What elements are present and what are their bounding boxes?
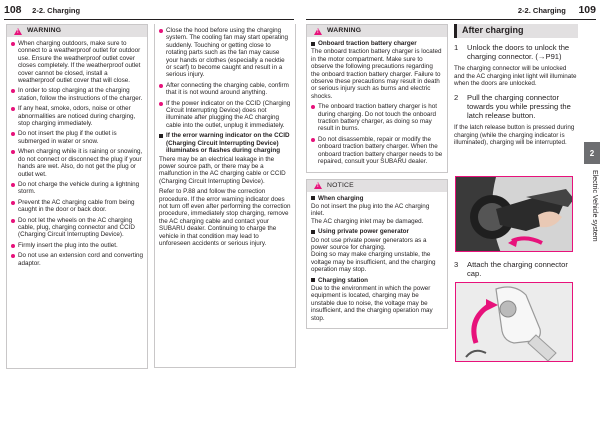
col1-bullet: When charging while it is raining or snowing, do not connect or disconnect the plug if your hands are wet. Also, do not get the plug or outlet wet.	[11, 148, 143, 178]
step-number: 1	[454, 43, 459, 52]
right-header-rule	[306, 19, 596, 20]
notice-para: Do not use private power generators as a power source for charging.	[311, 236, 427, 251]
step-text: Unlock the doors to unlock the charging connector. (→P91)	[467, 43, 570, 62]
after-charging-title: After charging	[454, 24, 578, 38]
col1-bullet: Prevent the AC charging cable from being caught in the door or back door.	[11, 199, 143, 214]
col1-bullet: When charging outdoors, make sure to connect to a weatherproof outlet for outdoor use. Ensure the weatherproof outlet cover closes completely. If the weatherproof outlet cover cannot be closed, install a weatherproof outlet cover that will close.	[11, 40, 143, 84]
notice-heading-when-charging: When charging	[311, 195, 443, 202]
step1-note: The charging connector will be unlocked and the AC charging inlet light will illuminate when the doors are unlocked.	[454, 65, 577, 88]
chapter-tab-label: Electric Vehicle system	[591, 170, 598, 242]
step-2	[454, 93, 578, 121]
col3-warning-box	[306, 24, 448, 173]
right-page-header	[518, 4, 596, 20]
warning-triangle-icon	[14, 28, 22, 35]
notice-triangle-icon	[314, 182, 322, 189]
col3-warning-header	[307, 25, 447, 37]
col1-bullet: In order to stop charging at the charging station, follow the instructions of the charger.	[11, 87, 143, 102]
col3-notice-title: NOTICE	[327, 181, 354, 189]
right-page-number: 109	[578, 4, 596, 16]
col1-bullet: Do not insert the plug if the outlet is submerged in water or snow.	[11, 130, 143, 145]
col3-warning-title: WARNING	[327, 27, 362, 35]
notice-para: Due to the environment in which the power equipment is located, charging may be unstable due to noise, the voltage may be insufficient, and the charging operation may stop.	[311, 284, 433, 322]
col3-notice-header	[307, 180, 447, 192]
col1-bullet: Do not charge the vehicle during a lightning storm.	[11, 181, 143, 196]
col3-notice-box	[306, 179, 448, 330]
step-1	[454, 43, 578, 61]
connector-cap-photo	[455, 282, 573, 362]
step2-note: If the latch release button is pressed during charging (while the charging indicator is illuminated), charging will be interrupted.	[454, 124, 575, 147]
col1-bullet: If any heat, smoke, odors, noise or other abnormalities are noticed during charging, stop charging immediately.	[11, 105, 143, 127]
col2-bullet: Close the hood before using the charging system. The cooling fan may start operating suddenly. Touching or getting close to rotating parts such as the fan may cause your hands or clothes (especially a necktie or scarf) to become caught and result in a serious injury.	[159, 27, 291, 79]
step-text: Pull the charging connector towards you while pressing the latch release button.	[467, 92, 571, 121]
step-text: Attach the charging connector cap.	[467, 260, 568, 279]
unplug-connector-photo	[455, 176, 573, 252]
col2-error-para: There may be an electrical leakage in the power source path, or there may be a malfunction in the AC charging cable or CCID (Charging Circuit Interrupting Device).	[159, 155, 286, 185]
col2-error-heading: If the error warning indicator on the CCID (Charging Circuit Interrupting Device) illuminates or flashes during charging	[159, 132, 291, 154]
col3	[306, 24, 448, 329]
left-header-rule	[4, 19, 294, 20]
warning-triangle-icon	[314, 28, 322, 35]
step-3	[454, 260, 578, 278]
col1-warning-box	[6, 24, 148, 369]
col1-warning-header	[7, 25, 147, 37]
col1-bullet: Firmly insert the plug into the outlet.	[11, 242, 143, 249]
col1-bullet: Do not use an extension cord and converting adaptor.	[11, 252, 143, 267]
notice-para: Doing so may make charging unstable, the voltage may be insufficient, and the charging operation may stop.	[311, 251, 436, 274]
chapter-tab-number: 2	[584, 142, 600, 164]
notice-heading-private-generator: Using private power generator	[311, 228, 443, 235]
col3-warning-bullet: The onboard traction battery charger is hot during charging. Do not touch the onboard traction battery charger, as doing so may result in burns.	[311, 103, 443, 133]
right-section-title: 2-2. Charging	[517, 6, 566, 15]
connector-cap-illustration	[456, 283, 573, 362]
left-page-number: 108	[4, 4, 22, 16]
step-number: 3	[454, 260, 459, 269]
col3-warning-heading: Onboard traction battery charger	[311, 40, 443, 47]
col2-warning-continued	[154, 24, 296, 368]
left-section-title: 2-2. Charging	[32, 6, 81, 15]
notice-para: Do not insert the plug into the AC charging inlet.	[311, 202, 430, 218]
col4-after-charging	[454, 24, 578, 146]
unplug-connector-illustration	[456, 177, 573, 252]
col1-bullet: Do not let the wheels on the AC charging cable, plug, charging connector and CCID (Charging Circuit Interrupting Device).	[11, 217, 143, 239]
step-number: 2	[454, 92, 459, 102]
col3-warning-para: The onboard traction battery charger is located in the motor compartment. Make sure to observe the following precautions regarding the onboard traction battery charger. Failure to observe these precautions may result in death or serious injury such as burns and electric shocks.	[311, 48, 442, 100]
col1-warning-title: WARNING	[27, 27, 62, 35]
col2-bullet: If the power indicator on the CCID (Charging Circuit Interrupting Device) does not illuminate after plugging the AC charging cable into the outlet, unplug it immediately.	[159, 100, 291, 130]
col2-error-para: Refer to P.88 and follow the correction procedure. If the error warning indicator does not turn off even after performing the correction procedure, immediately stop charging, remove the AC charging cable and contact your SUBARU dealer. Continuing to charge the vehicle in that condition may lead to unforeseen accidents or serious injury.	[159, 188, 291, 247]
notice-para: The AC charging inlet may be damaged.	[311, 217, 424, 225]
notice-heading-charging-station: Charging station	[311, 277, 443, 284]
col3-warning-bullet: Do not disassemble, repair or modify the onboard traction battery charger. When the onboard traction battery charger needs to be repaired, consult your SUBARU dealer.	[311, 136, 443, 166]
left-page-header	[4, 4, 80, 20]
col2-bullet: After connecting the charging cable, confirm that it is not wound around anything.	[159, 82, 291, 97]
